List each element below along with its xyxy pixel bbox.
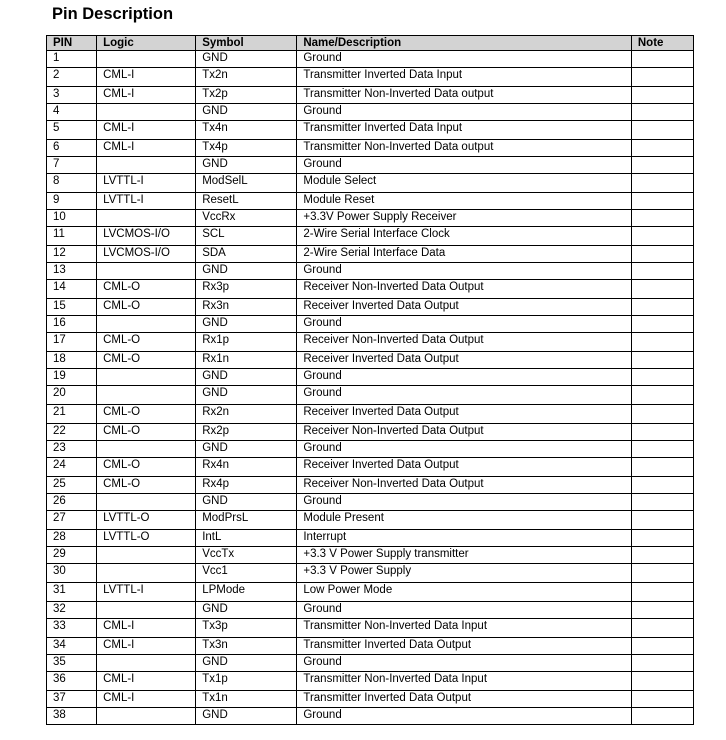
table-row	[47, 405, 694, 424]
logic-type-cell: CML-I	[97, 87, 196, 104]
header-logic: Logic	[97, 36, 196, 51]
pin-number-cell: 10	[47, 210, 97, 227]
logic-type-cell	[97, 210, 196, 227]
note-cell	[631, 494, 693, 511]
note-cell	[631, 602, 693, 619]
pin-number-cell: 21	[47, 405, 97, 424]
symbol-cell: IntL	[196, 530, 297, 547]
logic-type-cell: LVTTL-O	[97, 511, 196, 530]
pin-number-cell: 9	[47, 193, 97, 210]
symbol-cell: Tx1p	[196, 672, 297, 691]
pin-number-cell: 6	[47, 140, 97, 157]
symbol-cell: GND	[196, 602, 297, 619]
header-symbol: Symbol	[196, 36, 297, 51]
table-row	[47, 672, 694, 691]
table-row	[47, 424, 694, 441]
logic-type-cell: CML-O	[97, 477, 196, 494]
table-row	[47, 547, 694, 564]
description-cell: Receiver Non-Inverted Data Output	[297, 333, 632, 352]
symbol-cell: Rx1p	[196, 333, 297, 352]
pin-number-cell: 17	[47, 333, 97, 352]
pin-number-cell: 7	[47, 157, 97, 174]
page-title: Pin Description	[52, 5, 174, 23]
description-cell: Transmitter Inverted Data Input	[297, 121, 632, 140]
symbol-cell: Tx4n	[196, 121, 297, 140]
table-row	[47, 564, 694, 583]
logic-type-cell	[97, 708, 196, 725]
table-row	[47, 246, 694, 263]
description-cell: Ground	[297, 441, 632, 458]
pin-table	[46, 35, 694, 725]
pin-number-cell: 27	[47, 511, 97, 530]
table-row	[47, 299, 694, 316]
logic-type-cell	[97, 369, 196, 386]
note-cell	[631, 672, 693, 691]
logic-type-cell	[97, 602, 196, 619]
pin-number-cell: 3	[47, 87, 97, 104]
pin-number-cell: 22	[47, 424, 97, 441]
description-cell: Ground	[297, 51, 632, 68]
pin-number-cell: 33	[47, 619, 97, 638]
note-cell	[631, 458, 693, 477]
symbol-cell: GND	[196, 655, 297, 672]
pin-number-cell: 30	[47, 564, 97, 583]
table-row	[47, 51, 694, 68]
description-cell: Low Power Mode	[297, 583, 632, 602]
logic-type-cell: LVCMOS-I/O	[97, 227, 196, 246]
table-row	[47, 386, 694, 405]
note-cell	[631, 210, 693, 227]
symbol-cell: Rx2p	[196, 424, 297, 441]
description-cell: +3.3 V Power Supply transmitter	[297, 547, 632, 564]
table-row	[47, 441, 694, 458]
pin-number-cell: 34	[47, 638, 97, 655]
note-cell	[631, 316, 693, 333]
description-cell: Ground	[297, 263, 632, 280]
table-row	[47, 104, 694, 121]
pin-number-cell: 14	[47, 280, 97, 299]
note-cell	[631, 708, 693, 725]
logic-type-cell: LVTTL-I	[97, 583, 196, 602]
note-cell	[631, 441, 693, 458]
symbol-cell: VccRx	[196, 210, 297, 227]
pin-number-cell: 16	[47, 316, 97, 333]
table-header-row	[47, 36, 694, 51]
logic-type-cell: LVCMOS-I/O	[97, 246, 196, 263]
description-cell: Transmitter Non-Inverted Data Input	[297, 619, 632, 638]
symbol-cell: SCL	[196, 227, 297, 246]
symbol-cell: GND	[196, 369, 297, 386]
table-row	[47, 352, 694, 369]
table-row	[47, 157, 694, 174]
logic-type-cell	[97, 316, 196, 333]
pin-number-cell: 26	[47, 494, 97, 511]
note-cell	[631, 405, 693, 424]
pin-number-cell: 38	[47, 708, 97, 725]
symbol-cell: Rx3p	[196, 280, 297, 299]
note-cell	[631, 511, 693, 530]
logic-type-cell: LVTTL-O	[97, 530, 196, 547]
symbol-cell: Tx3n	[196, 638, 297, 655]
pin-number-cell: 29	[47, 547, 97, 564]
symbol-cell: VccTx	[196, 547, 297, 564]
table-row	[47, 174, 694, 193]
description-cell: Transmitter Inverted Data Output	[297, 691, 632, 708]
symbol-cell: Tx3p	[196, 619, 297, 638]
note-cell	[631, 619, 693, 638]
description-cell: Receiver Non-Inverted Data Output	[297, 477, 632, 494]
symbol-cell: SDA	[196, 246, 297, 263]
note-cell	[631, 424, 693, 441]
logic-type-cell: CML-I	[97, 672, 196, 691]
note-cell	[631, 51, 693, 68]
table-row	[47, 691, 694, 708]
header-note: Note	[631, 36, 693, 51]
logic-type-cell: CML-I	[97, 68, 196, 87]
pin-number-cell: 2	[47, 68, 97, 87]
description-cell: Module Select	[297, 174, 632, 193]
note-cell	[631, 68, 693, 87]
description-cell: Ground	[297, 602, 632, 619]
symbol-cell: Vcc1	[196, 564, 297, 583]
description-cell: 2-Wire Serial Interface Data	[297, 246, 632, 263]
table-row	[47, 140, 694, 157]
logic-type-cell: CML-O	[97, 352, 196, 369]
note-cell	[631, 638, 693, 655]
table-row	[47, 530, 694, 547]
table-row	[47, 458, 694, 477]
pin-number-cell: 1	[47, 51, 97, 68]
logic-type-cell: CML-O	[97, 424, 196, 441]
pin-number-cell: 20	[47, 386, 97, 405]
description-cell: Ground	[297, 316, 632, 333]
pin-number-cell: 35	[47, 655, 97, 672]
table-row	[47, 263, 694, 280]
note-cell	[631, 583, 693, 602]
description-cell: Receiver Inverted Data Output	[297, 352, 632, 369]
note-cell	[631, 263, 693, 280]
table-row	[47, 193, 694, 210]
description-cell: Transmitter Non-Inverted Data output	[297, 87, 632, 104]
logic-type-cell: LVTTL-I	[97, 174, 196, 193]
description-cell: Transmitter Non-Inverted Data output	[297, 140, 632, 157]
logic-type-cell: CML-O	[97, 405, 196, 424]
logic-type-cell	[97, 104, 196, 121]
logic-type-cell	[97, 157, 196, 174]
pin-number-cell: 15	[47, 299, 97, 316]
table-row	[47, 121, 694, 140]
table-row	[47, 369, 694, 386]
note-cell	[631, 157, 693, 174]
description-cell: Receiver Non-Inverted Data Output	[297, 280, 632, 299]
logic-type-cell: CML-I	[97, 619, 196, 638]
note-cell	[631, 655, 693, 672]
logic-type-cell	[97, 564, 196, 583]
table-row	[47, 280, 694, 299]
description-cell: 2-Wire Serial Interface Clock	[297, 227, 632, 246]
note-cell	[631, 352, 693, 369]
header-description: Name/Description	[297, 36, 632, 51]
note-cell	[631, 547, 693, 564]
table-row	[47, 210, 694, 227]
table-row	[47, 494, 694, 511]
description-cell: Ground	[297, 157, 632, 174]
table-row	[47, 316, 694, 333]
note-cell	[631, 369, 693, 386]
note-cell	[631, 477, 693, 494]
table-row	[47, 87, 694, 104]
description-cell: Module Present	[297, 511, 632, 530]
pin-number-cell: 37	[47, 691, 97, 708]
description-cell: Ground	[297, 369, 632, 386]
symbol-cell: GND	[196, 386, 297, 405]
symbol-cell: LPMode	[196, 583, 297, 602]
symbol-cell: Tx4p	[196, 140, 297, 157]
note-cell	[631, 299, 693, 316]
logic-type-cell: CML-O	[97, 458, 196, 477]
table-row	[47, 619, 694, 638]
note-cell	[631, 104, 693, 121]
symbol-cell: GND	[196, 104, 297, 121]
pin-number-cell: 11	[47, 227, 97, 246]
symbol-cell: GND	[196, 51, 297, 68]
logic-type-cell: CML-I	[97, 691, 196, 708]
note-cell	[631, 246, 693, 263]
logic-type-cell: CML-O	[97, 299, 196, 316]
logic-type-cell: CML-I	[97, 140, 196, 157]
logic-type-cell	[97, 386, 196, 405]
description-cell: +3.3V Power Supply Receiver	[297, 210, 632, 227]
logic-type-cell: CML-I	[97, 638, 196, 655]
logic-type-cell	[97, 263, 196, 280]
note-cell	[631, 193, 693, 210]
pin-number-cell: 31	[47, 583, 97, 602]
table-row	[47, 583, 694, 602]
note-cell	[631, 691, 693, 708]
symbol-cell: Rx4p	[196, 477, 297, 494]
symbol-cell: Tx2n	[196, 68, 297, 87]
pin-number-cell: 25	[47, 477, 97, 494]
symbol-cell: GND	[196, 157, 297, 174]
symbol-cell: Rx1n	[196, 352, 297, 369]
symbol-cell: ModSelL	[196, 174, 297, 193]
description-cell: Transmitter Non-Inverted Data Input	[297, 672, 632, 691]
description-cell: Ground	[297, 386, 632, 405]
symbol-cell: GND	[196, 263, 297, 280]
pin-number-cell: 13	[47, 263, 97, 280]
symbol-cell: Rx4n	[196, 458, 297, 477]
logic-type-cell	[97, 494, 196, 511]
pin-number-cell: 19	[47, 369, 97, 386]
symbol-cell: Tx2p	[196, 87, 297, 104]
pin-number-cell: 5	[47, 121, 97, 140]
description-cell: Receiver Inverted Data Output	[297, 458, 632, 477]
description-cell: Transmitter Inverted Data Output	[297, 638, 632, 655]
logic-type-cell: CML-O	[97, 280, 196, 299]
logic-type-cell: CML-O	[97, 333, 196, 352]
pin-number-cell: 4	[47, 104, 97, 121]
description-cell: Transmitter Inverted Data Input	[297, 68, 632, 87]
table-row	[47, 68, 694, 87]
note-cell	[631, 140, 693, 157]
description-cell: Ground	[297, 708, 632, 725]
description-cell: Receiver Inverted Data Output	[297, 405, 632, 424]
symbol-cell: GND	[196, 494, 297, 511]
pin-number-cell: 24	[47, 458, 97, 477]
symbol-cell: Rx2n	[196, 405, 297, 424]
pin-number-cell: 36	[47, 672, 97, 691]
note-cell	[631, 174, 693, 193]
logic-type-cell	[97, 547, 196, 564]
pin-number-cell: 8	[47, 174, 97, 193]
table-row	[47, 227, 694, 246]
note-cell	[631, 280, 693, 299]
pin-table-body	[47, 51, 694, 725]
logic-type-cell	[97, 51, 196, 68]
description-cell: +3.3 V Power Supply	[297, 564, 632, 583]
note-cell	[631, 386, 693, 405]
description-cell: Ground	[297, 104, 632, 121]
note-cell	[631, 564, 693, 583]
table-row	[47, 333, 694, 352]
note-cell	[631, 121, 693, 140]
note-cell	[631, 333, 693, 352]
header-pin: PIN	[47, 36, 97, 51]
pin-number-cell: 18	[47, 352, 97, 369]
description-cell: Interrupt	[297, 530, 632, 547]
pin-number-cell: 32	[47, 602, 97, 619]
description-cell: Ground	[297, 494, 632, 511]
logic-type-cell	[97, 655, 196, 672]
symbol-cell: ResetL	[196, 193, 297, 210]
logic-type-cell: LVTTL-I	[97, 193, 196, 210]
symbol-cell: Tx1n	[196, 691, 297, 708]
description-cell: Module Reset	[297, 193, 632, 210]
pin-number-cell: 23	[47, 441, 97, 458]
table-row	[47, 655, 694, 672]
table-row	[47, 477, 694, 494]
note-cell	[631, 530, 693, 547]
pin-number-cell: 12	[47, 246, 97, 263]
table-row	[47, 511, 694, 530]
table-row	[47, 602, 694, 619]
pin-number-cell: 28	[47, 530, 97, 547]
note-cell	[631, 227, 693, 246]
symbol-cell: GND	[196, 441, 297, 458]
logic-type-cell: CML-I	[97, 121, 196, 140]
table-row	[47, 638, 694, 655]
symbol-cell: Rx3n	[196, 299, 297, 316]
description-cell: Receiver Inverted Data Output	[297, 299, 632, 316]
symbol-cell: GND	[196, 708, 297, 725]
symbol-cell: GND	[196, 316, 297, 333]
table-row	[47, 708, 694, 725]
note-cell	[631, 87, 693, 104]
description-cell: Ground	[297, 655, 632, 672]
description-cell: Receiver Non-Inverted Data Output	[297, 424, 632, 441]
logic-type-cell	[97, 441, 196, 458]
symbol-cell: ModPrsL	[196, 511, 297, 530]
